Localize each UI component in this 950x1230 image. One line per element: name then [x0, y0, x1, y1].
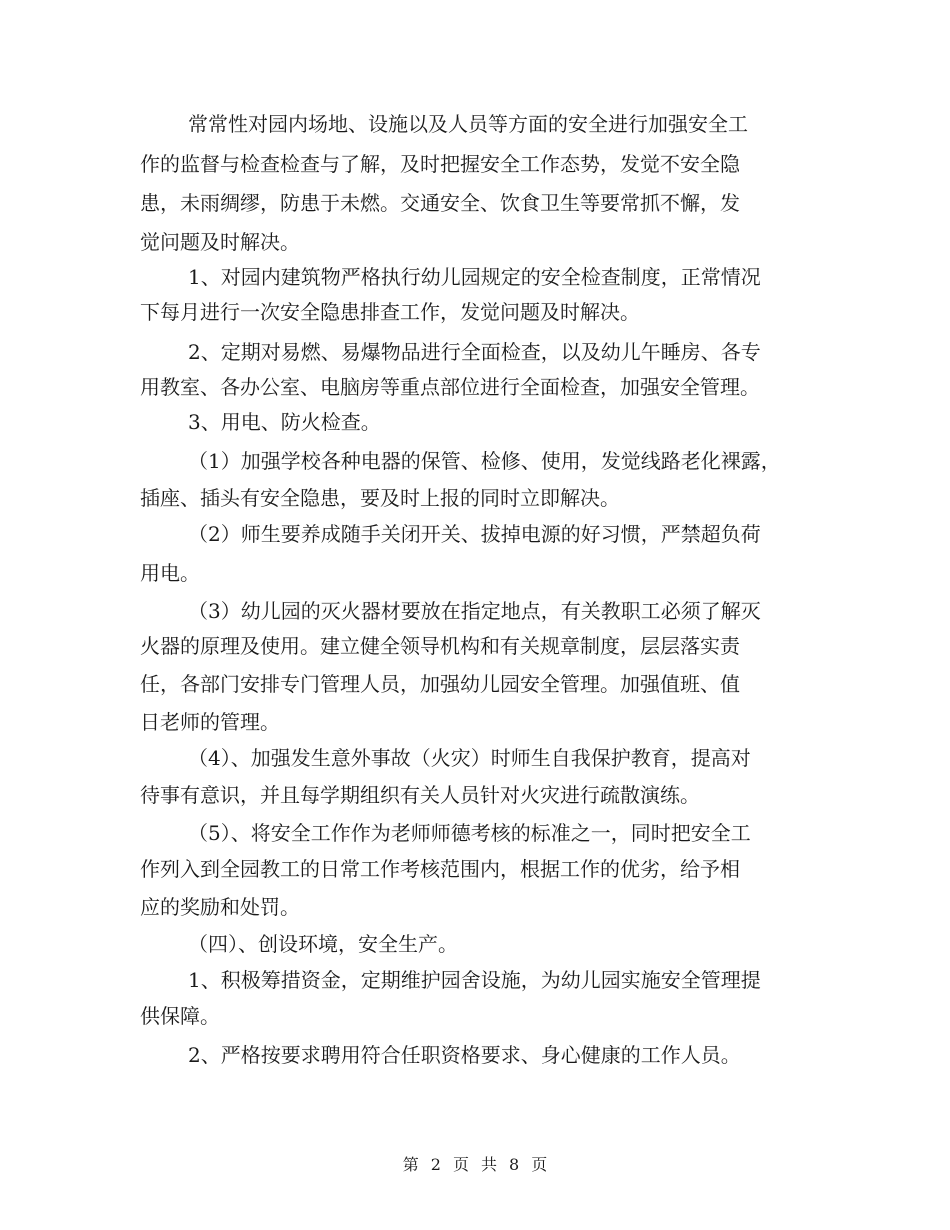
footer-suffix: 页 [531, 1155, 548, 1174]
body-text-line: 火器的原理及使用。建立健全领导机构和有关规章制度，层层落实责 [140, 634, 740, 658]
body-text-line: 觉问题及时解决。 [140, 230, 300, 254]
body-text-line: 患，未雨绸缪，防患于未燃。交通安全、饮食卫生等要常抓不懈，发 [140, 191, 740, 215]
body-text-line: 2、严格按要求聘用符合任职资格要求、身心健康的工作人员。 [188, 1043, 741, 1067]
body-text-line: （4）、加强发生意外事故（火灾）时师生自我保护教育，提高对 [188, 746, 751, 770]
body-text-line: （5）、将安全工作作为老师师德考核的标准之一，同时把安全工 [188, 821, 751, 845]
body-text-line: 3、用电、防火检查。 [188, 410, 381, 434]
body-text-line: 待事有意识，并且每学期组织有关人员针对火灾进行疏散演练。 [140, 783, 700, 807]
body-text-line: 1、对园内建筑物严格执行幼儿园规定的安全检查制度，正常情况 [188, 265, 761, 289]
body-text-line: 任，各部门安排专门管理人员，加强幼儿园安全管理。加强值班、值 [140, 672, 740, 696]
body-text-line: 插座、插头有安全隐患，要及时上报的同时立即解决。 [140, 486, 620, 510]
total-pages-number: 8 [509, 1155, 520, 1174]
body-text-line: （3）幼儿园的灭火器材要放在指定地点，有关教职工必须了解灭 [188, 599, 761, 623]
body-text-line: 2、定期对易燃、易爆物品进行全面检查，以及幼儿午睡房、各专 [188, 340, 761, 364]
body-text-line: 供保障。 [140, 1004, 220, 1028]
body-text-line: 下每月进行一次安全隐患排查工作，发觉问题及时解决。 [140, 300, 640, 324]
body-text-line: 1、积极筹措资金，定期维护园舍设施，为幼儿园实施安全管理提 [188, 968, 761, 992]
footer-prefix: 第 [402, 1155, 419, 1174]
body-text-line: 用电。 [140, 561, 200, 585]
body-text-line: 作的监督与检查检查与了解，及时把握安全工作态势，发觉不安全隐 [140, 152, 740, 176]
page-number-footer [0, 1152, 950, 1175]
body-text-line: 常常性对园内场地、设施以及人员等方面的安全进行加强安全工 [188, 112, 748, 136]
body-text-line: 作列入到全园教工的日常工作考核范围内，根据工作的优劣，给予相 [140, 857, 740, 881]
body-text-line: （1）加强学校各种电器的保管、检修、使用，发觉线路老化裸露， [188, 449, 781, 473]
body-text-line: 日老师的管理。 [140, 710, 280, 734]
footer-mid-1: 页 [452, 1155, 469, 1174]
body-text-line: （2）师生要养成随手关闭开关、拔掉电源的好习惯，严禁超负荷 [188, 522, 761, 546]
body-text-line: 用教室、各办公室、电脑房等重点部位进行全面检查，加强安全管理。 [140, 375, 760, 399]
current-page-number: 2 [430, 1155, 441, 1174]
section-heading: （四）、创设环境，安全生产。 [188, 932, 458, 956]
footer-mid-2: 共 [481, 1155, 498, 1174]
body-text-line: 应的奖励和处罚。 [140, 895, 300, 919]
